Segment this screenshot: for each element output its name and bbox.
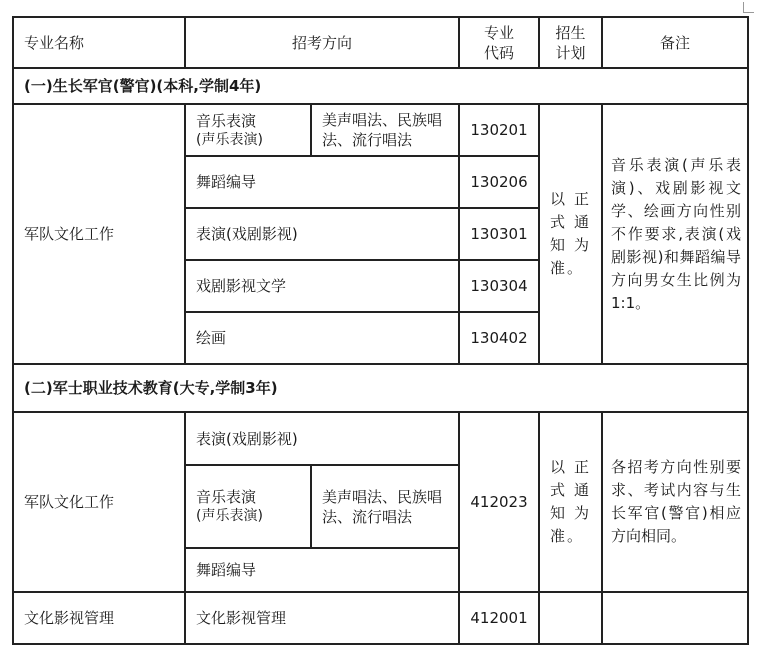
direction-cell: 舞蹈编导 <box>185 156 459 208</box>
direction-cell <box>185 104 311 156</box>
table-row <box>13 104 748 156</box>
section1-plan: 以正式通知为准。 <box>539 104 602 364</box>
section1-title: (一)生长军官(警官)(本科,学制4年) <box>13 68 748 104</box>
direction-cell: 表演(戏剧影视) <box>185 208 459 260</box>
last-row-major: 文化影视管理 <box>13 592 185 644</box>
direction-cell <box>185 465 311 548</box>
header-plan <box>539 17 602 68</box>
direction-cell: 舞蹈编导 <box>185 548 459 592</box>
table-row <box>13 592 748 644</box>
header-direction: 招考方向 <box>185 17 459 68</box>
header-major: 专业名称 <box>13 17 185 68</box>
code-cell: 130201 <box>459 104 539 156</box>
table-row <box>13 412 748 465</box>
admission-table <box>12 16 749 645</box>
code-cell: 130206 <box>459 156 539 208</box>
last-row-code: 412001 <box>459 592 539 644</box>
header-code-line2: 代码 <box>484 43 515 62</box>
code-cell: 130304 <box>459 260 539 312</box>
header-code-line1: 专业 <box>484 23 515 42</box>
section1-major: 军队文化工作 <box>13 104 185 364</box>
section1-title-row <box>13 68 748 104</box>
page-top-strip <box>0 0 760 16</box>
section2-title-row <box>13 364 748 412</box>
section2-title: (二)军士职业技术教育(大专,学制3年) <box>13 364 748 412</box>
page-corner-mark <box>743 2 754 13</box>
direction-cell: 表演(戏剧影视) <box>185 412 459 465</box>
sub-direction-cell: 美声唱法、民族唱法、流行唱法 <box>311 104 459 156</box>
section1-remark: 音乐表演(声乐表演)、戏剧影视文学、绘画方向性别不作要求,表演(戏剧影视)和舞蹈编导方向男女生比例为1:1。 <box>602 104 748 364</box>
section2-code: 412023 <box>459 412 539 592</box>
direction-line2: (声乐表演) <box>196 508 263 524</box>
section2-major: 军队文化工作 <box>13 412 185 592</box>
section2-plan: 以正式通知为准。 <box>539 412 602 592</box>
header-plan-line1: 招生 <box>555 23 586 42</box>
direction-line1: 音乐表演 <box>196 488 257 506</box>
header-code <box>459 17 539 68</box>
last-row-remark <box>602 592 748 644</box>
header-plan-line2: 计划 <box>555 43 586 62</box>
sub-direction-cell: 美声唱法、民族唱法、流行唱法 <box>311 465 459 548</box>
header-remark: 备注 <box>602 17 748 68</box>
last-row-plan <box>539 592 602 644</box>
header-row <box>13 17 748 68</box>
last-row-direction: 文化影视管理 <box>185 592 459 644</box>
code-cell: 130301 <box>459 208 539 260</box>
direction-line1: 音乐表演 <box>196 111 257 130</box>
direction-cell: 戏剧影视文学 <box>185 260 459 312</box>
direction-cell: 绘画 <box>185 312 459 364</box>
code-cell: 130402 <box>459 312 539 364</box>
section2-remark: 各招考方向性别要求、考试内容与生长军官(警官)相应方向相同。 <box>602 412 748 592</box>
direction-line2: (声乐表演) <box>196 131 263 148</box>
